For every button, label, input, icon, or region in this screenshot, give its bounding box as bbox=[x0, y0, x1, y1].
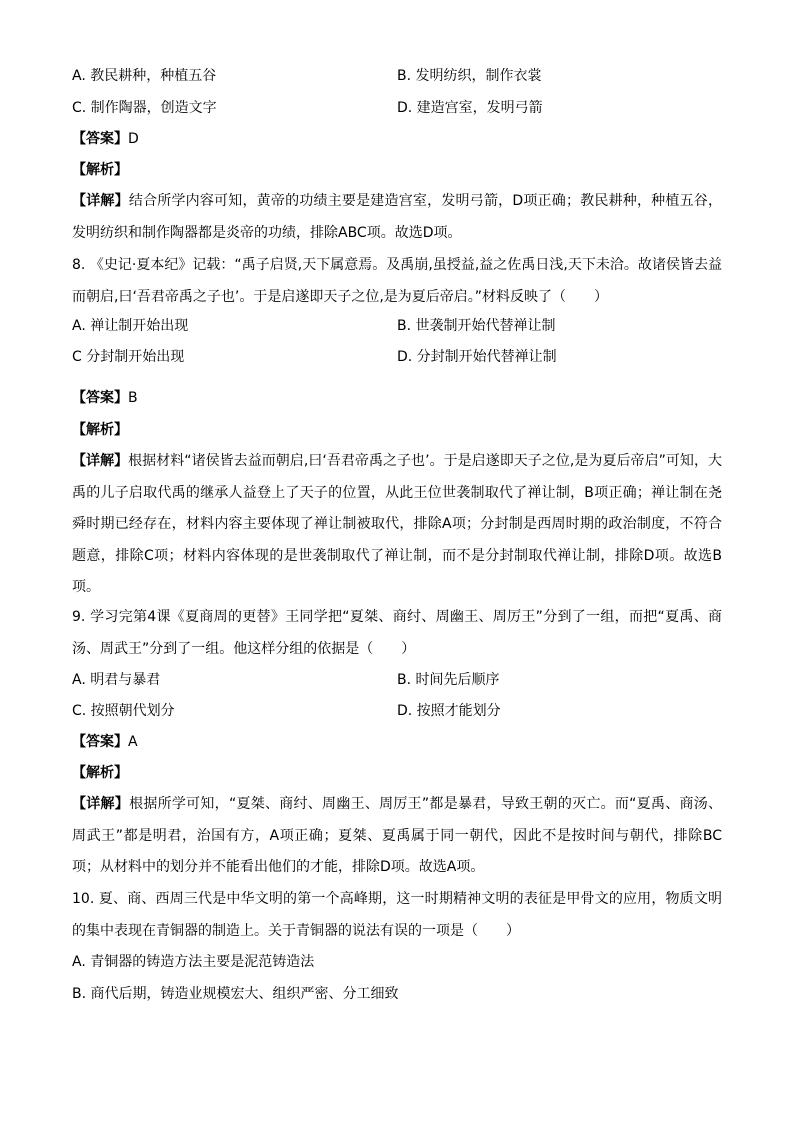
q8-option-d: D. 分封制开始代替禅让制 bbox=[397, 349, 557, 365]
q8-answer-line bbox=[72, 388, 722, 408]
q7-analysis-heading: 【解析】 bbox=[72, 162, 128, 178]
q7-option-c: C. 制作陶器，创造文字 bbox=[72, 100, 217, 116]
q9-detail bbox=[72, 789, 722, 884]
q8-detail-text: 根据材料“诸侯皆去益而朝启,曰‘吾君帝禹之子也’。于是启遂即天子之位,是为夏后帝启”可知，大禹的儿子启取代禹的继承人益登上了天子的位置，从此王位世袭制取代了禅让制，B项正确；禅让制在尧舜时期已经存在，材料内容主要体现了禅让制被取代，排除A项；分封制是西周时期的政治制度，不符合题意，排除C项；材料内容体现的是世袭制取代了禅让制，而不是分封制取代禅让制，排除D项。故选B项。 bbox=[72, 453, 722, 595]
q8-answer: B bbox=[128, 390, 138, 406]
q7-option-b: B. 发明纺织，制作衣裳 bbox=[397, 68, 542, 84]
q8-question: 8. 《史记·夏本纪》记载：“禹子启贤,天下属意焉。及禹崩,虽授益,益之佐禹日浅,天下未洽。故诸侯皆去益而朝启,曰‘吾君帝禹之子也’。于是启遂即天子之位,是为夏后帝启。”材料反映了（ ） bbox=[72, 257, 722, 305]
q9-option-b: B. 时间先后顺序 bbox=[397, 672, 500, 688]
q7-option-a: A. 教民耕种，种植五谷 bbox=[72, 68, 217, 84]
q7-detail-tag: 【详解】 bbox=[72, 193, 129, 209]
q8-answer-tag: 【答案】 bbox=[72, 390, 128, 406]
q9-option-a: A. 明君与暴君 bbox=[72, 672, 161, 688]
q7-option-d: D. 建造宫室，发明弓箭 bbox=[397, 100, 543, 116]
q7-detail-text: 结合所学内容可知，黄帝的功绩主要是建造宫室，发明弓箭，D项正确；教民耕种，种植五谷，发明纺织和制作陶器都是炎帝的功绩，排除ABC项。故选D项。 bbox=[72, 193, 723, 241]
q7-answer-tag: 【答案】 bbox=[72, 131, 128, 147]
q9-question: 9. 学习完第4课《夏商周的更替》王同学把“夏桀、商纣、周幽王、周厉王”分到了一组，而把“夏禹、商汤、周武王”分到了一组。他这样分组的依据是（ ） bbox=[72, 609, 722, 657]
q8-detail-tag: 【详解】 bbox=[72, 453, 129, 469]
q8-analysis-heading: 【解析】 bbox=[72, 422, 128, 438]
q9-answer: A bbox=[128, 734, 138, 750]
q10-option-a: A. 青铜器的铸造方法主要是泥范铸造法 bbox=[72, 954, 315, 970]
q9-answer-tag: 【答案】 bbox=[72, 734, 128, 750]
q8-option-c: C 分封制开始出现 bbox=[72, 349, 185, 365]
q10-question: 10. 夏、商、西周三代是中华文明的第一个高峰期，这一时期精神文明的表征是甲骨文的应用，物质文明的集中表现在青铜器的制造上。关于青铜器的说法有误的一项是（ ） bbox=[72, 891, 722, 939]
q7-answer-line bbox=[72, 129, 722, 149]
q9-detail-text: 根据所学可知，“夏桀、商纣、周幽王、周厉王”都是暴君，导致王朝的灭亡。而“夏禹、商汤、周武王”都是明君，治国有方，A项正确；夏桀、夏禹属于同一朝代，因此不是按时间与朝代，排除BC项；从材料中的划分并不能看出他们的才能，排除D项。故选A项。 bbox=[72, 796, 723, 875]
q8-option-a: A. 禅让制开始出现 bbox=[72, 318, 189, 334]
q9-option-d: D. 按照才能划分 bbox=[397, 703, 501, 719]
q10-option-b: B. 商代后期，铸造业规模宏大、组织严密、分工细致 bbox=[72, 986, 399, 1002]
q8-option-b: B. 世袭制开始代替禅让制 bbox=[397, 318, 556, 334]
q9-answer-line bbox=[72, 732, 722, 752]
q7-answer: D bbox=[128, 131, 139, 147]
q9-analysis-heading: 【解析】 bbox=[72, 765, 128, 781]
q9-option-c: C. 按照朝代划分 bbox=[72, 703, 175, 719]
q9-detail-tag: 【详解】 bbox=[72, 796, 130, 812]
q7-detail bbox=[72, 186, 722, 249]
q8-detail bbox=[72, 446, 722, 604]
